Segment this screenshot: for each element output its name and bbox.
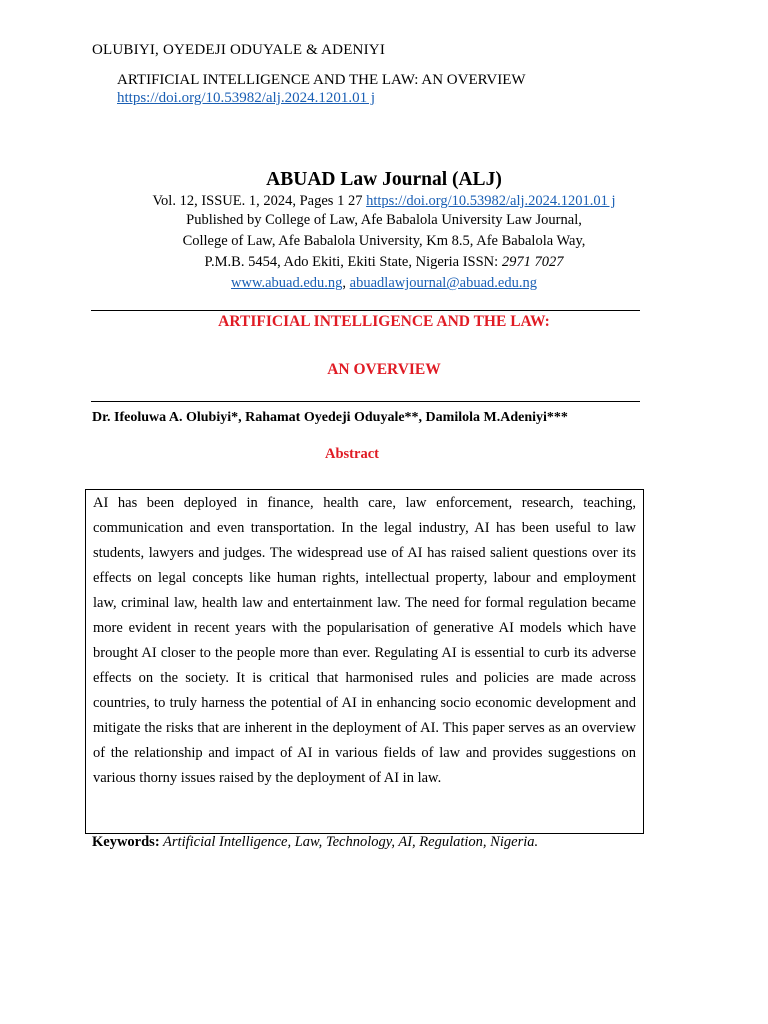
contact-line: [0, 273, 768, 294]
volume-text: Vol. 12, ISSUE. 1, 2024, Pages 1 27: [152, 193, 367, 209]
email-link[interactable]: abuadlawjournal@abuad.edu.ng: [349, 275, 537, 291]
address-text: P.M.B. 5454, Ado Ekiti, Ekiti State, Nigeria ISSN:: [204, 254, 502, 270]
publisher-line-2: College of Law, Afe Babalola University, Km 8.5, Afe Babalola Way,: [182, 233, 586, 249]
running-header-authors: OLUBIYI, OYEDEJI ODUYALE & ADENIYI: [92, 42, 386, 58]
bottom-divider: [91, 401, 640, 402]
volume-doi-link[interactable]: https://doi.org/10.53982/alj.2024.1201.01 j: [366, 193, 616, 209]
contact-separator: ,: [342, 275, 350, 291]
abstract-text: AI has been deployed in finance, health care, law enforcement, research, teaching, communication and even transportation. In the legal industry, AI has been useful to law students, lawyers and judges. The widespread use of AI has raised salient questions over its effects on legal concepts like human rights, intellectual property, labour and employment law, criminal law, health law and entertainment law. The need for formal regulation became more evident in recent years with the popularisation of generative AI models which have brought AI closer to the people more than ever. Regulating AI is essential to curb its adverse effects on the society. It is critical that harmonised rules and policies are made across countries, to truly harness the potential of AI in enhancing socio economic development and mitigate the risks that are inherent in the deployment of AI. This paper serves as an overview of the relationship and impact of AI in various fields of law and provides suggestions on various thorny issues raised by the deployment of AI in law.: [93, 495, 636, 786]
article-authors: Dr. Ifeoluwa A. Olubiyi*, Rahamat Oyedeji Oduyale**, Damilola M.Adeniyi***: [92, 410, 568, 425]
journal-volume-line: [0, 192, 768, 210]
article-title-line-1: ARTIFICIAL INTELLIGENCE AND THE LAW:: [218, 313, 550, 330]
publisher-line-1: Published by College of Law, Afe Babalola University Law Journal,: [186, 212, 582, 228]
abstract-box: [85, 489, 644, 834]
top-divider: [91, 310, 640, 311]
abstract-heading: Abstract: [325, 446, 379, 462]
website-link[interactable]: www.abuad.edu.ng: [231, 275, 343, 291]
keywords-line: [92, 834, 538, 851]
doi-link[interactable]: https://doi.org/10.53982/alj.2024.1201.01 j: [117, 90, 376, 106]
keywords-list: Artificial Intelligence, Law, Technology, AI, Regulation, Nigeria.: [159, 834, 539, 850]
issn-value: 2971 7027: [501, 254, 564, 270]
keywords-label: Keywords:: [92, 834, 160, 850]
journal-masthead: [0, 168, 768, 294]
article-title-line-2: AN OVERVIEW: [327, 361, 441, 378]
running-header-doi-link[interactable]: [117, 90, 375, 107]
journal-title: ABUAD Law Journal (ALJ): [266, 169, 502, 190]
address-line: [0, 252, 768, 273]
running-header-title: ARTIFICIAL INTELLIGENCE AND THE LAW: AN OVERVIEW: [117, 72, 526, 88]
